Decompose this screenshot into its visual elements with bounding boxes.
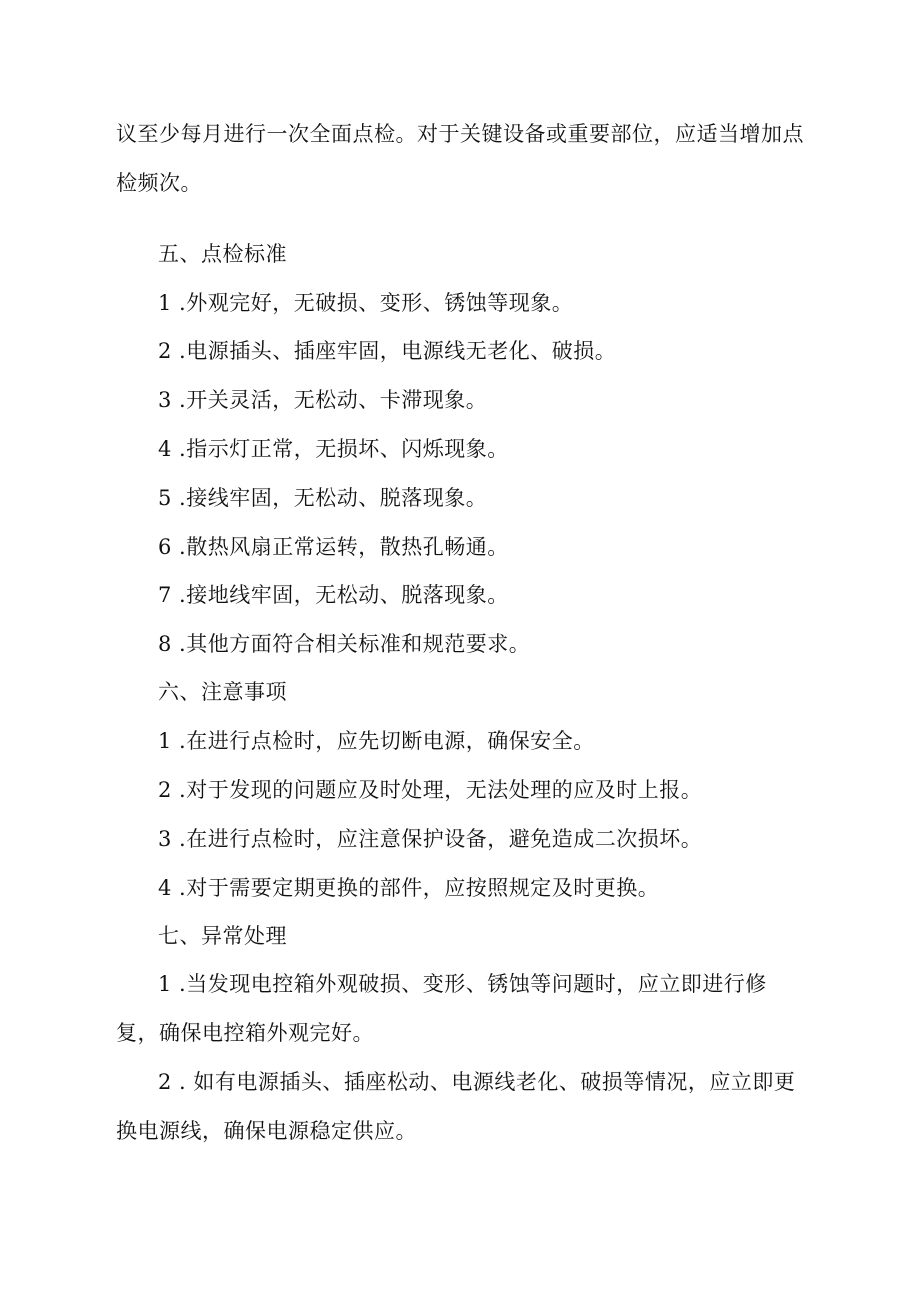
section-heading: 七、异常处理 — [158, 924, 287, 948]
list-item: 5 .接线牢固，无松动、脱落现象。 — [158, 486, 488, 510]
list-item: 3 .在进行点检时，应注意保护设备，避免造成二次损坏。 — [158, 827, 703, 851]
paragraph-line: 议至少每月进行一次全面点检。对于关键设备或重要部位，应适当增加点 — [116, 122, 804, 146]
list-item: 4 .指示灯正常，无损坏、闪烁现象。 — [158, 437, 509, 461]
section-heading: 五、点检标准 — [158, 242, 287, 266]
list-item: 1 .在进行点检时，应先切断电源，确保安全。 — [158, 729, 595, 753]
list-item: 4 .对于需要定期更换的部件，应按照规定及时更换。 — [158, 876, 660, 900]
list-item: 2 .电源插头、插座牢固，电源线无老化、破损。 — [158, 339, 617, 363]
paragraph-line: 检频次。 — [116, 171, 202, 195]
list-item: 6 .散热风扇正常运转，散热孔畅通。 — [158, 535, 509, 559]
list-item-continuation: 复，确保电控箱外观完好。 — [116, 1021, 374, 1045]
list-item: 7 .接地线牢固，无松动、脱落现象。 — [158, 583, 509, 607]
list-item: 8 .其他方面符合相关标准和规范要求。 — [158, 632, 531, 656]
list-item: 2 . 如有电源插头、插座松动、电源线老化、破损等情况，应立即更 — [158, 1070, 796, 1094]
list-item: 2 .对于发现的问题应及时处理，无法处理的应及时上报。 — [158, 778, 703, 802]
list-item: 1 .外观完好，无破损、变形、锈蚀等现象。 — [158, 291, 574, 315]
section-heading: 六、注意事项 — [158, 680, 287, 704]
list-item-continuation: 换电源线，确保电源稳定供应。 — [116, 1119, 417, 1143]
list-item: 3 .开关灵活，无松动、卡滞现象。 — [158, 388, 488, 412]
list-item: 1 .当发现电控箱外观破损、变形、锈蚀等问题时，应立即进行修 — [158, 972, 767, 996]
